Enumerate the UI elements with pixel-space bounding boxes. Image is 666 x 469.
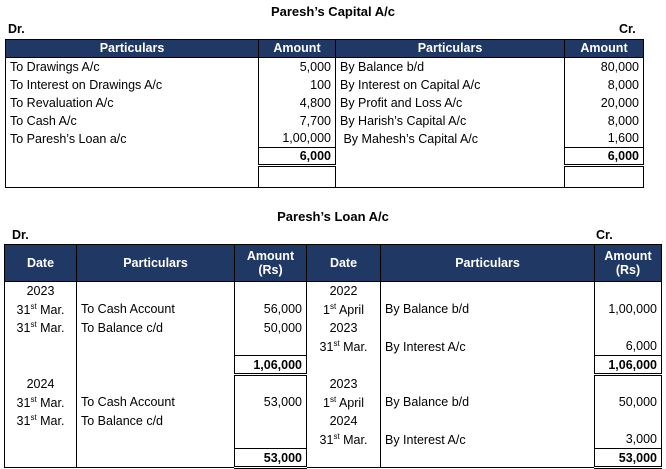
table-row: [5, 319, 662, 338]
capital-dr-label: Dr.: [8, 22, 25, 36]
ledger-cell: [235, 282, 307, 301]
ledger-cell: [595, 412, 662, 431]
ledger-cell: [307, 356, 381, 375]
loan-header-particulars-cr: Particulars: [381, 245, 595, 282]
capital-total-dr: 6,000: [259, 148, 336, 166]
table-row: [5, 430, 662, 449]
table-row: [6, 130, 644, 148]
loan-cr-label: Cr.: [596, 228, 613, 242]
ledger-cell: By Balance b/d: [381, 300, 595, 319]
loan-header-date-cr: Date: [307, 245, 381, 282]
ledger-cell: [381, 412, 595, 431]
ledger-cell: [595, 282, 662, 301]
ledger-cell: 100: [259, 76, 336, 94]
ledger-cell: 50,000: [595, 393, 662, 412]
loan-title: Paresh’s Loan A/c: [277, 209, 389, 224]
table-row: [5, 282, 662, 301]
loan-rows: [5, 282, 662, 468]
table-row: [5, 412, 662, 431]
ledger-cell: 8,000: [565, 112, 644, 130]
ledger-cell: [235, 337, 307, 356]
ledger-cell: To Cash Account: [77, 393, 235, 412]
ledger-cell: 31st Mar.: [5, 300, 77, 319]
ledger-cell: 31st Mar.: [5, 412, 77, 431]
ledger-cell: [77, 337, 235, 356]
loan-dr-label: Dr.: [12, 228, 29, 242]
ledger-cell: By Harish’s Capital A/c: [336, 112, 565, 130]
table-row: [6, 76, 644, 94]
ledger-cell: 1,06,000: [235, 356, 307, 375]
capital-cr-label: Cr.: [619, 22, 636, 36]
ledger-cell: 7,700: [259, 112, 336, 130]
ledger-cell: 2023: [5, 282, 77, 301]
table-row: [5, 300, 662, 319]
ledger-cell: [77, 282, 235, 301]
ledger-cell: [235, 430, 307, 449]
ledger-cell: [381, 374, 595, 393]
ledger-cell: 2023: [307, 374, 381, 393]
ledger-cell: [77, 356, 235, 375]
ledger-cell: 56,000: [235, 300, 307, 319]
ledger-cell: 2022: [307, 282, 381, 301]
ledger-cell: [595, 319, 662, 338]
table-row: [6, 148, 644, 166]
capital-total-cr: 6,000: [565, 148, 644, 166]
ledger-cell: 53,000: [235, 393, 307, 412]
ledger-cell: 80,000: [565, 58, 644, 76]
ledger-cell: 1st April: [307, 300, 381, 319]
loan-header-amount-cr: Amount (Rs): [595, 245, 662, 282]
ledger-cell: [595, 374, 662, 393]
capital-header-particulars-dr: Particulars: [6, 40, 259, 58]
ledger-cell: [77, 449, 235, 468]
capital-header-amount-dr: Amount: [259, 40, 336, 58]
capital-title: Paresh’s Capital A/c: [270, 4, 396, 19]
ledger-cell: [5, 449, 77, 468]
ledger-cell: To Revaluation A/c: [6, 94, 259, 112]
ledger-cell: By Interest on Capital A/c: [336, 76, 565, 94]
loan-account-table: [4, 244, 662, 469]
ledger-cell: To Cash Account: [77, 300, 235, 319]
ledger-cell: 50,000: [235, 319, 307, 338]
ledger-cell: 1,06,000: [595, 356, 662, 375]
loan-header-amount-dr: Amount (Rs): [235, 245, 307, 282]
ledger-cell: To Drawings A/c: [6, 58, 259, 76]
ledger-cell: To Balance c/d: [77, 412, 235, 431]
loan-header-particulars-dr: Particulars: [77, 245, 235, 282]
capital-header-amount-cr: Amount: [565, 40, 644, 58]
table-row: [6, 112, 644, 130]
ledger-cell: [235, 374, 307, 393]
table-row: [5, 393, 662, 412]
table-row: [5, 449, 662, 468]
ledger-cell: [235, 412, 307, 431]
ledger-cell: 2024: [5, 374, 77, 393]
ledger-cell: 1,00,000: [259, 130, 336, 148]
capital-header-particulars-cr: Particulars: [336, 40, 565, 58]
ledger-cell: By Interest A/c: [381, 430, 595, 449]
ledger-cell: 31st Mar.: [307, 337, 381, 356]
ledger-cell: 3,000: [595, 430, 662, 449]
ledger-cell: To Interest on Drawings A/c: [6, 76, 259, 94]
ledger-cell: 2024: [307, 412, 381, 431]
table-row: [5, 337, 662, 356]
ledger-cell: To Cash A/c: [6, 112, 259, 130]
ledger-cell: [5, 356, 77, 375]
ledger-cell: 31st Mar.: [307, 430, 381, 449]
ledger-cell: 6,000: [595, 337, 662, 356]
ledger-cell: 2023: [307, 319, 381, 338]
ledger-cell: 4,800: [259, 94, 336, 112]
ledger-cell: 31st Mar.: [5, 319, 77, 338]
table-row: [6, 58, 644, 76]
ledger-cell: To Paresh’s Loan a/c: [6, 130, 259, 148]
ledger-cell: [77, 374, 235, 393]
ledger-cell: [381, 356, 595, 375]
ledger-cell: [5, 337, 77, 356]
ledger-cell: 53,000: [595, 449, 662, 468]
ledger-cell: [307, 449, 381, 468]
table-row: [5, 374, 662, 393]
ledger-cell: [5, 430, 77, 449]
ledger-cell: [381, 282, 595, 301]
ledger-cell: 8,000: [565, 76, 644, 94]
capital-account-table: [5, 39, 644, 188]
ledger-cell: [381, 319, 595, 338]
ledger-cell: By Balance b/d: [336, 58, 565, 76]
table-row: [5, 356, 662, 375]
ledger-cell: 1st April: [307, 393, 381, 412]
ledger-cell: By Interest A/c: [381, 337, 595, 356]
ledger-cell: 53,000: [235, 449, 307, 468]
table-row: [6, 94, 644, 112]
ledger-cell: [77, 430, 235, 449]
ledger-cell: 1,00,000: [595, 300, 662, 319]
ledger-cell: To Balance c/d: [77, 319, 235, 338]
ledger-cell: 1,600: [565, 130, 644, 148]
ledger-cell: [381, 449, 595, 468]
ledger-cell: By Mahesh’s Capital A/c: [336, 130, 565, 148]
ledger-cell: By Profit and Loss A/c: [336, 94, 565, 112]
loan-header-date-dr: Date: [5, 245, 77, 282]
ledger-cell: 5,000: [259, 58, 336, 76]
ledger-cell: 31st Mar.: [5, 393, 77, 412]
ledger-cell: 20,000: [565, 94, 644, 112]
ledger-cell: By Balance b/d: [381, 393, 595, 412]
